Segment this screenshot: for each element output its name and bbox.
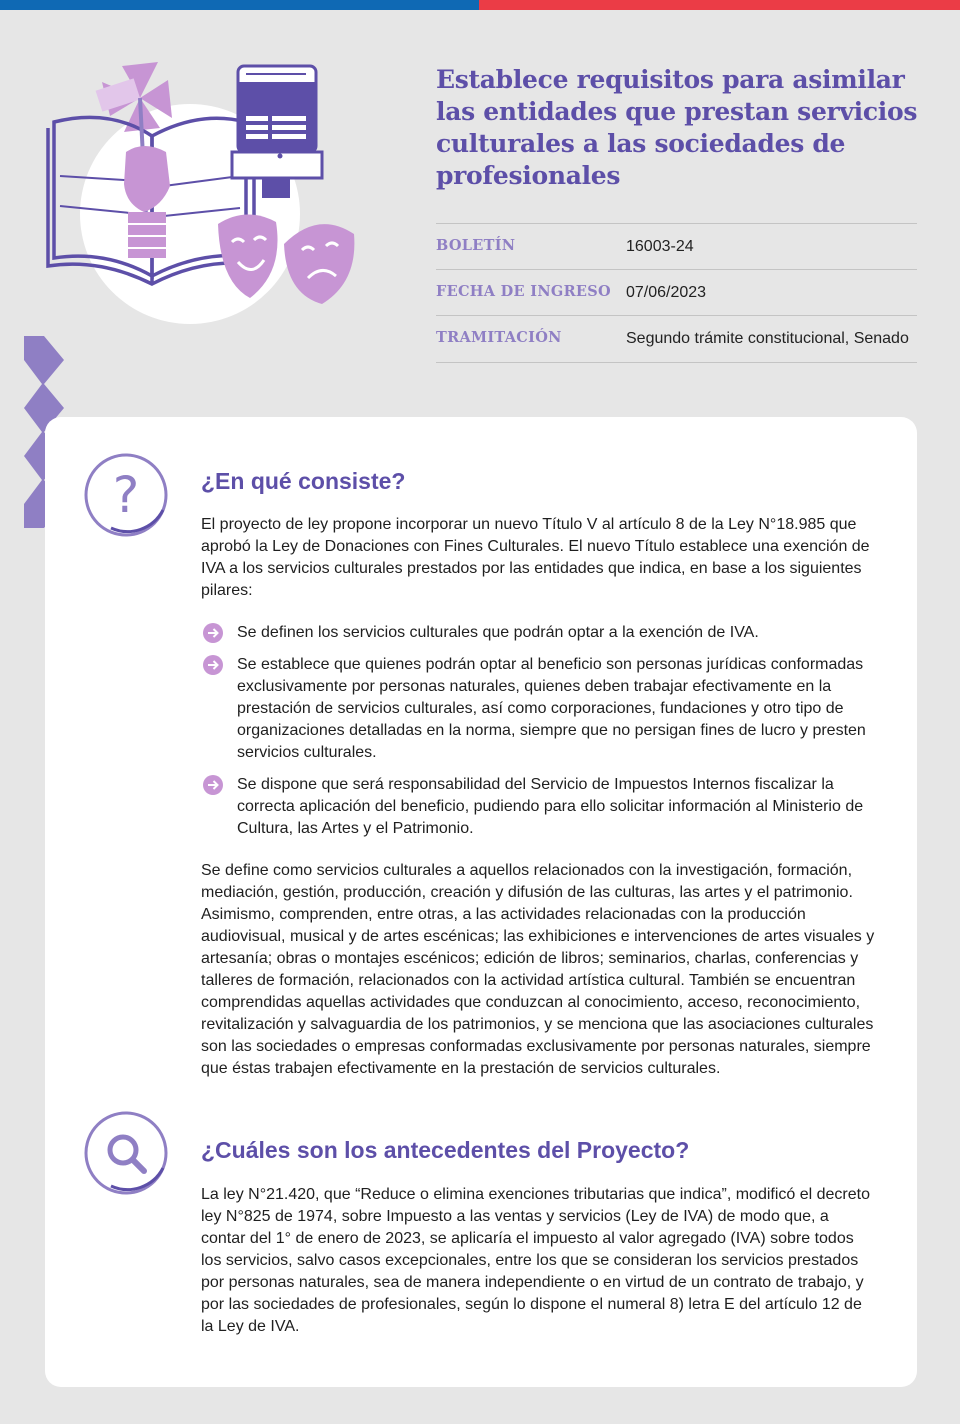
top-bar-blue: [0, 0, 479, 10]
section1-intro: El proyecto de ley propone incorporar un nuevo Título V al artículo 8 de la Ley N°18.985 que aprobó la Ley de Donaciones con Fines Culturales. El nuevo Título establece una exención de IVA a los servicios culturales prestados por las entidades que indica, en base a los siguientes pilares:: [201, 516, 870, 599]
section-heading-consiste: ¿En qué consiste?: [201, 468, 406, 494]
pillars-list: [201, 622, 877, 850]
list-item: [201, 622, 877, 644]
magnifier-icon: [83, 1110, 169, 1196]
bullet-text: Se dispone que será responsabilidad del Servicio de Impuestos Internos fiscalizar la correcta aplicación del beneficio, pudiendo para ello solicitar información al Ministerio de Cultura, las Artes y el Patrimonio.: [237, 776, 864, 837]
question-mark-icon: [83, 452, 169, 538]
meta-row-boletin: [436, 223, 917, 269]
top-color-bar: [0, 0, 960, 10]
meta-value: 07/06/2023: [626, 284, 707, 301]
meta-label: TRAMITACIÓN: [436, 329, 562, 346]
meta-value: 16003-24: [626, 238, 694, 255]
section2-body: La ley N°21.420, que “Reduce o elimina exenciones tributarias que indica”, modificó el decreto ley N°825 de 1974, sobre Impuesto a las ventas y servicios (Ley de IVA) de modo que, a contar del 1° de enero de 2023, se aplicaría el impuesto al valor agregado (IVA) sobre todos los servicios, salvo casos excepcionales, entre los que se consideran los servicios prestados por personas naturales, sea de manera independiente o en virtud de un contrato de trabajo, y por las sociedades de profesionales, según lo dispone el numeral 8) letra E del artículo 12 de la Ley de IVA.: [201, 1186, 870, 1335]
meta-row-fecha: [436, 269, 917, 315]
bill-metadata: [436, 223, 917, 363]
section-heading-antecedentes: ¿Cuáles son los antecedentes del Proyecto?: [201, 1137, 690, 1163]
bullet-text: Se definen los servicios culturales que podrán optar a la exención de IVA.: [237, 624, 759, 641]
meta-value: Segundo trámite constitucional, Senado: [626, 330, 909, 347]
svg-text:?: ?: [112, 466, 140, 524]
section1-closing: Se define como servicios culturales a aquellos relacionados con la investigación, formación, mediación, gestión, producción, creación y difusión de las culturas, las artes y el patrimonio. Asimismo, comprenden, entre otras, a las actividades relacionadas con la producción audiovisual, musical y de artes escénicas; las exhibiciones e intervenciones de artes visuales y artesanía; obras o montajes escénicos; edición de libros; seminarios, charlas, conferencias y talleres de formación, relacionados con la actividad artística cultural. También se encuentran comprendidas aquellas actividades que conduzcan al conocimiento, acceso, reconocimiento, revitalización y salvaguardia de los patrimonios, y se menciona que las asociaciones culturales son las sociedades o empresas conformadas exclusivamente por personas naturales, siempre que éstas trabajen efectivamente en la prestación de servicios culturales.: [201, 862, 875, 1077]
arrow-circle-icon: [203, 775, 223, 795]
list-item: [201, 774, 877, 840]
meta-row-tramitacion: [436, 315, 917, 363]
computer-icon: [232, 66, 322, 198]
culture-illustration: [40, 36, 370, 326]
meta-label: FECHA DE INGRESO: [436, 283, 611, 300]
top-bar-red: [479, 0, 960, 10]
arrow-circle-icon: [203, 623, 223, 643]
bullet-text: Se establece que quienes podrán optar al beneficio son personas jurídicas conformadas exclusivamente por personas naturales, quienes deben trabajar efectivamente en la prestación de servicios culturales, así como corporaciones, fundaciones y otro tipo de organizaciones detalladas en la norma, siempre que no persigan fines de lucro y presten servicios culturales.: [237, 656, 866, 761]
page-title: Establece requisitos para asimilar las entidades que prestan servicios culturales a las sociedades de profesionales: [436, 65, 918, 190]
arrow-circle-icon: [203, 655, 223, 675]
list-item: [201, 654, 877, 764]
meta-label: BOLETÍN: [436, 237, 516, 254]
